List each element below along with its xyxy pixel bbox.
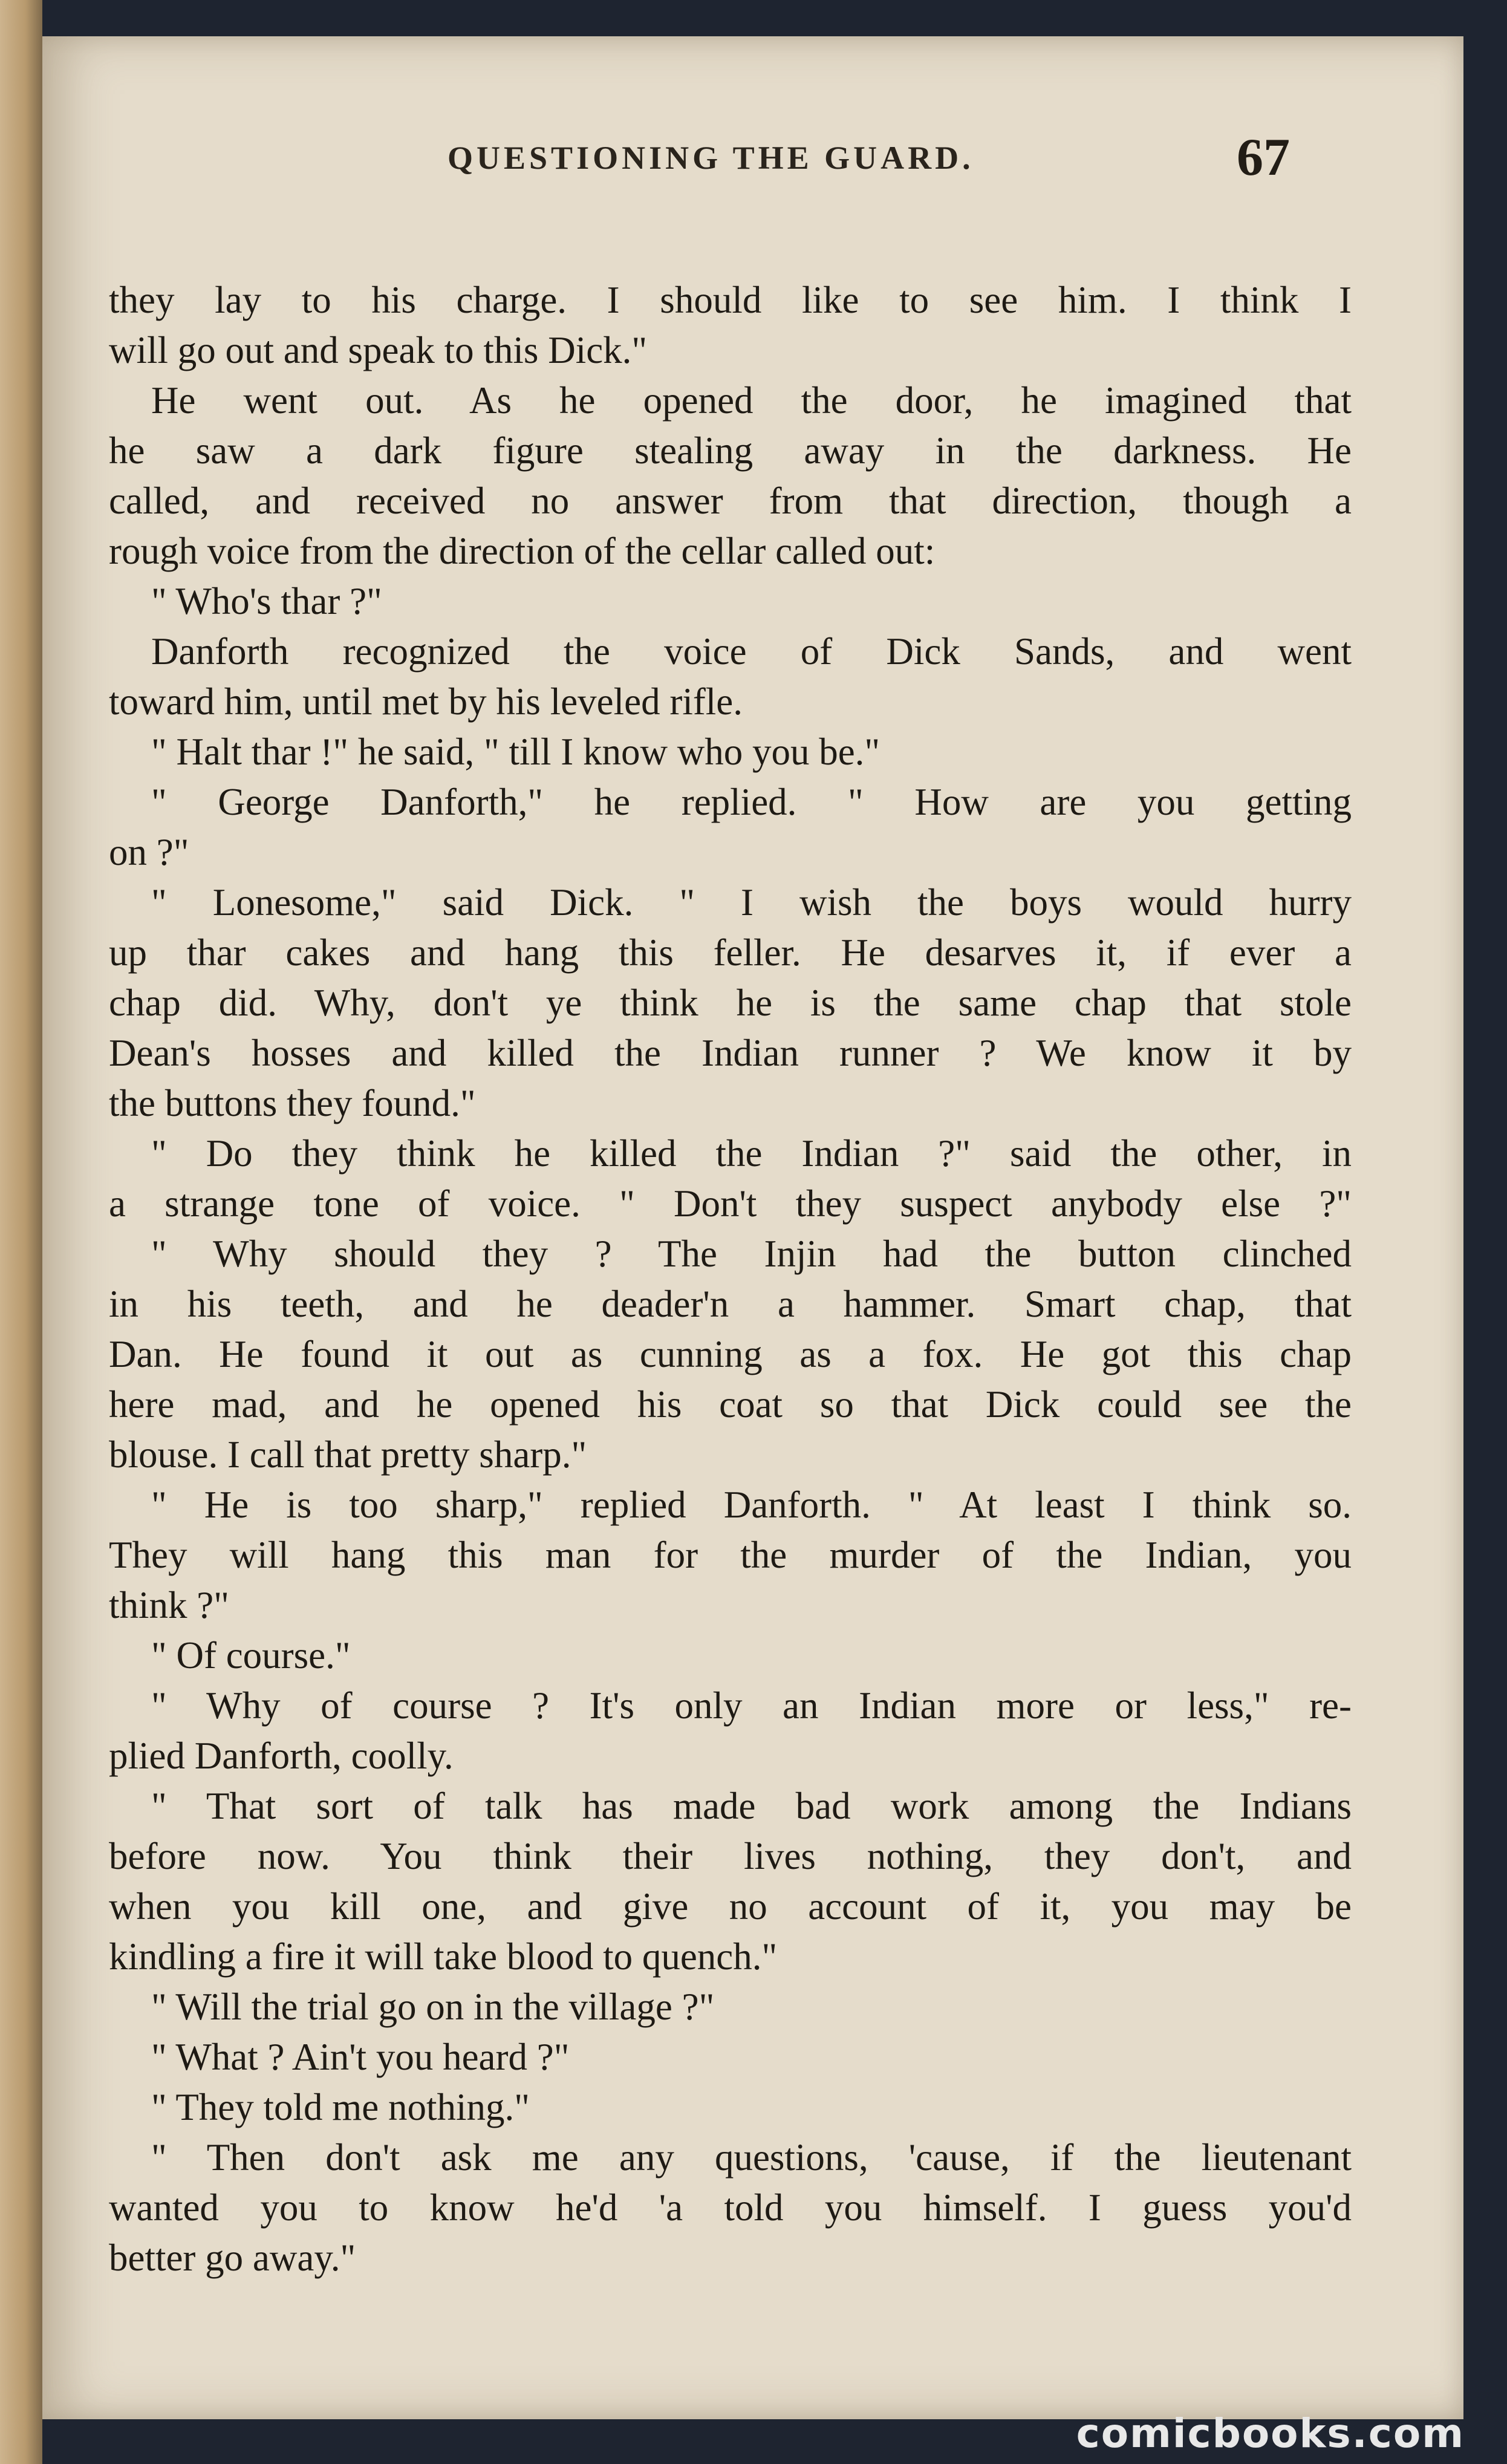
text-line: He went out. As he opened the door, he imagined that [151,379,1352,422]
text-line: a strange tone of voice. " Don't they suspect anybody else ?" [109,1182,1352,1225]
text-line: " They told me nothing." [151,2086,530,2128]
text-line: the buttons they found." [109,1082,476,1124]
text-line: " Then don't ask me any questions, 'cause, if the lieutenant [151,2136,1352,2179]
text-line: think ?" [109,1584,229,1626]
text-line: " That sort of talk has made bad work among the Indians [151,1785,1352,1827]
body-text [109,275,1352,2283]
text-line: plied Danforth, coolly. [109,1735,454,1777]
text-line: toward him, until met by his leveled rifle. [109,680,743,723]
text-line: kindling a fire it will take blood to quench." [109,1935,778,1978]
text-line: up thar cakes and hang this feller. He desarves it, if ever a [109,931,1352,974]
text-line: when you kill one, and give no account of it, you may be [109,1885,1352,1928]
text-line: before now. You think their lives nothing, they don't, and [109,1835,1352,1877]
text-line: " George Danforth," he replied. " How are you getting [151,781,1352,823]
text-line: here mad, and he opened his coat so that Dick could see the [109,1383,1352,1426]
text-line: " Lonesome," said Dick. " I wish the boys would hurry [151,881,1352,924]
text-line: blouse. I call that pretty sharp." [109,1433,587,1476]
text-line: " Halt thar !" he said, " till I know who you be." [151,731,880,773]
text-line: they lay to his charge. I should like to see him. I think I [109,279,1352,321]
text-line: in his teeth, and he deader'n a hammer. Smart chap, that [109,1283,1352,1325]
text-line: " Why of course ? It's only an Indian more or less," re- [151,1684,1352,1727]
text-line: he saw a dark figure stealing away in the darkness. He [109,429,1352,472]
text-line: They will hang this man for the murder of the Indian, you [109,1534,1352,1576]
book-page [42,36,1463,2419]
text-line: chap did. Why, don't ye think he is the same chap that stole [109,982,1352,1024]
text-line: on ?" [109,831,189,873]
text-line: Danforth recognized the voice of Dick Sands, and went [151,630,1352,673]
text-line: " What ? Ain't you heard ?" [151,2036,570,2078]
text-line: Dean's hosses and killed the Indian runner ? We know it by [109,1032,1352,1074]
text-line: " Why should they ? The Injin had the button clinched [151,1233,1352,1275]
text-line: called, and received no answer from that direction, though a [109,480,1352,522]
text-line: " Will the trial go on in the village ?" [151,1986,715,2028]
text-line: " Who's thar ?" [151,580,382,622]
text-line: Dan. He found it out as cunning as a fox. He got this chap [109,1333,1352,1375]
page-number: 67 [1237,128,1290,187]
text-line: wanted you to know he'd 'a told you himself. I guess you'd [109,2186,1352,2229]
running-head [42,128,1463,187]
text-line: " He is too sharp," replied Danforth. " At least I think so. [151,1484,1352,1526]
text-line: will go out and speak to this Dick." [109,329,648,371]
text-line: better go away." [109,2237,356,2279]
text-line: rough voice from the direction of the cellar called out: [109,530,936,572]
watermark: comicbooks.com [1076,2410,1465,2457]
book-binding [0,0,42,2464]
running-title: QUESTIONING THE GUARD. [448,140,974,176]
text-line: " Of course." [151,1634,351,1677]
text-line: " Do they think he killed the Indian ?" said the other, in [151,1132,1352,1175]
